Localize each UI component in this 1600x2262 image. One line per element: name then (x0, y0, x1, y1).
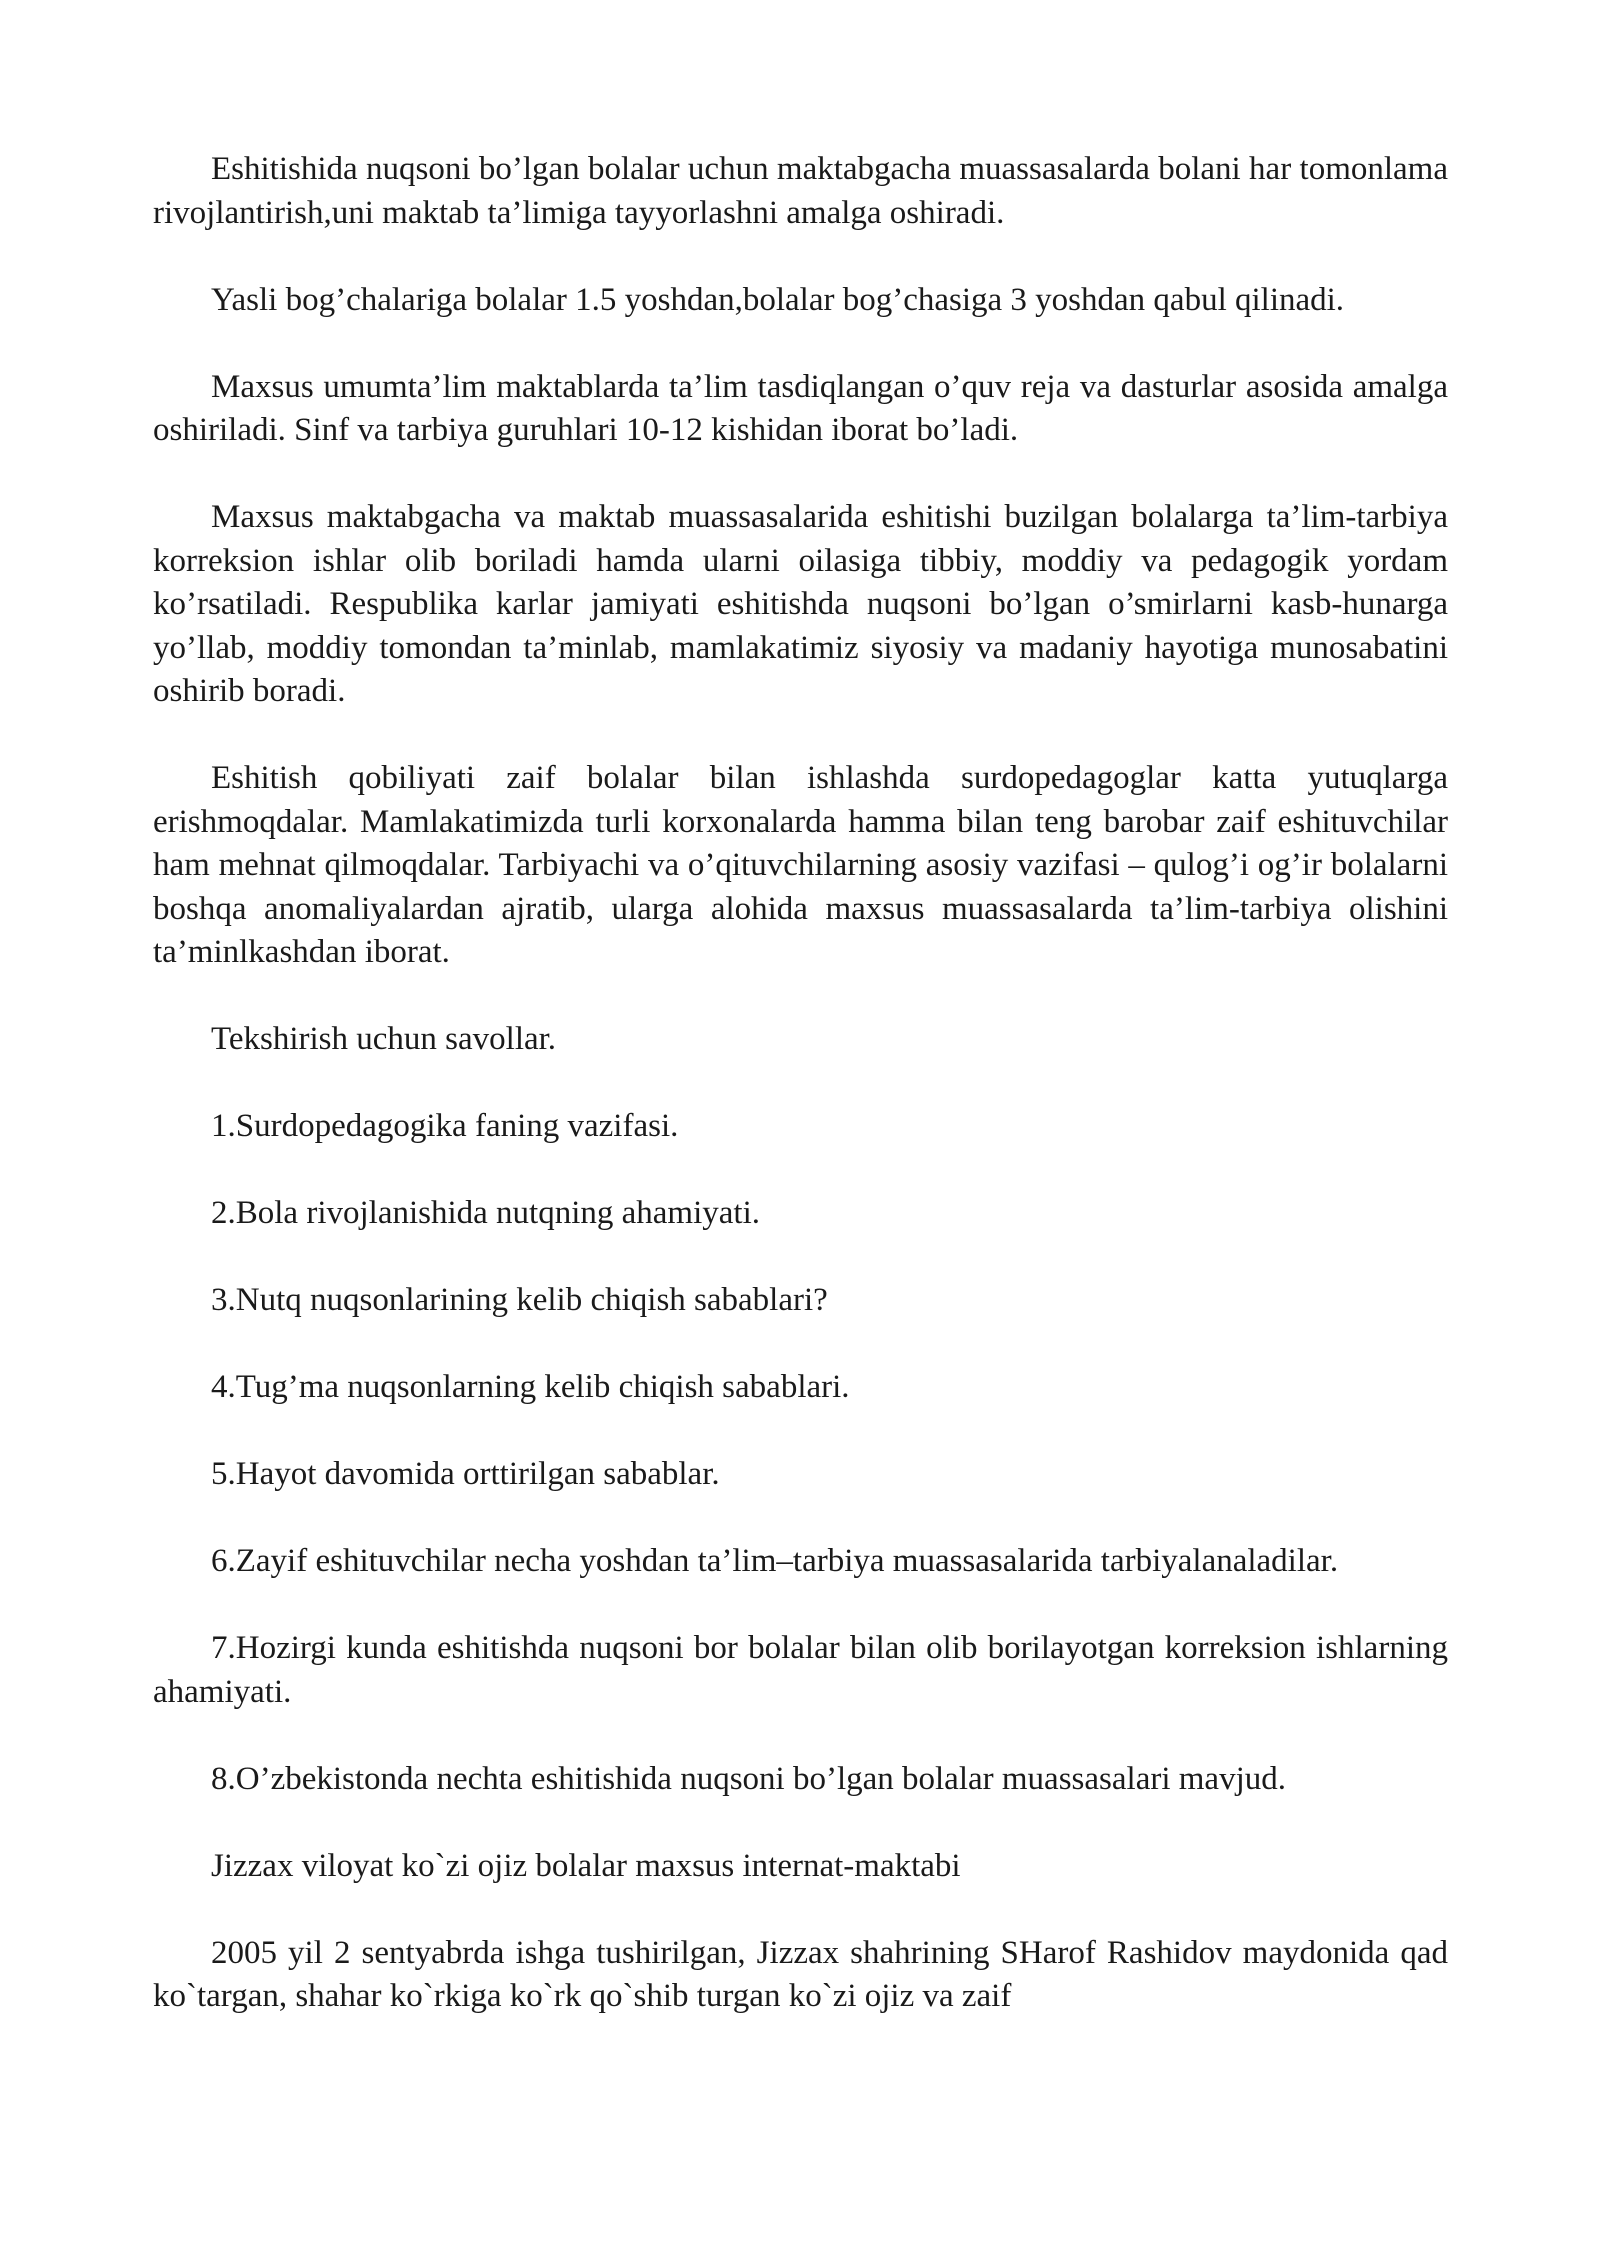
paragraph-special-schools: Maxsus umumta’lim maktablarda ta’lim tasdiqlangan o’quv reja va dasturlar asosida amalga oshiriladi. Sinf va tarbiya guruhlari 10-12 kishidan iborat bo’ladi. (153, 368, 1448, 448)
document-page (153, 148, 1448, 2019)
questions-heading: Tekshirish uchun savollar. (211, 1021, 557, 1057)
question-item: 4.Tug’ma nuqsonlarning kelib chiqish sabablari. (211, 1369, 850, 1405)
paragraph-school-history: 2005 yil 2 sentyabrda ishga tushirilgan, Jizzax shahrining SHarof Rashidov maydonida qad ko`targan, shahar ko`rkiga ko`rk qo`shib turgan ko`zi ojiz va zaif (153, 1934, 1448, 2014)
section-title: Jizzax viloyat ko`zi ojiz bolalar maxsus internat-maktabi (211, 1847, 961, 1884)
question-item: 8.O’zbekistonda nechta eshitishida nuqsoni bo’lgan bolalar muassasalari mavjud. (211, 1760, 1286, 1797)
question-item: 7.Hozirgi kunda eshitishda nuqsoni bor bolalar bilan olib borilayotgan korreksion ishlarning ahamiyati. (153, 1630, 1448, 1710)
question-item: 6.Zayif eshituvchilar necha yoshdan ta’lim–tarbiya muassasalarida tarbiyalanaladilar. (211, 1543, 1339, 1579)
question-item: 2.Bola rivojlanishida nutqning ahamiyati. (211, 1195, 760, 1231)
paragraph-correction-work: Maxsus maktabgacha va maktab muassasalarida eshitishi buzilgan bolalarga ta’lim-tarbiya korreksion ishlar olib boriladi hamda ularni oilasiga tibbiy, moddiy va pedagogik yordam ko’rsatiladi. Respublika karlar jamiyati eshitishda nuqsoni bo’lgan o’smirlarni kasb-hunarga yo’llab, moddiy tomondan ta’minlab, mamlakatimiz siyosiy va madaniy hayotiga munosabatini oshirib boradi. (153, 499, 1448, 709)
paragraph-preschool: Eshitishida nuqsoni bo’lgan bolalar uchun maktabgacha muassasalarda bolani har tomonlama rivojlantirish,uni maktab ta’limiga tayyorlashni amalga oshiradi. (153, 151, 1448, 231)
question-item: 1.Surdopedagogika faning vazifasi. (211, 1108, 679, 1144)
paragraph-achievements: Eshitish qobiliyati zaif bolalar bilan ishlashda surdopedagoglar katta yutuqlarga erishmoqdalar. Mamlakatimizda turli korxonalarda hamma bilan teng barobar zaif eshituvchilar ham mehnat qilmoqdalar. Tarbiyachi va o’qituvchilarning asosiy vazifasi – qulog’i og’ir bolalarni boshqa anomaliyalardan ajratib, ularga alohida maxsus muassasalarda ta’lim-tarbiya olishini ta’minlkashdan iborat. (153, 760, 1448, 970)
paragraph-admission-age: Yasli bog’chalariga bolalar 1.5 yoshdan,bolalar bog’chasiga 3 yoshdan qabul qilinadi. (211, 281, 1345, 318)
question-item: 5.Hayot davomida orttirilgan sabablar. (211, 1456, 720, 1492)
question-item: 3.Nutq nuqsonlarining kelib chiqish sabablari? (211, 1282, 828, 1318)
